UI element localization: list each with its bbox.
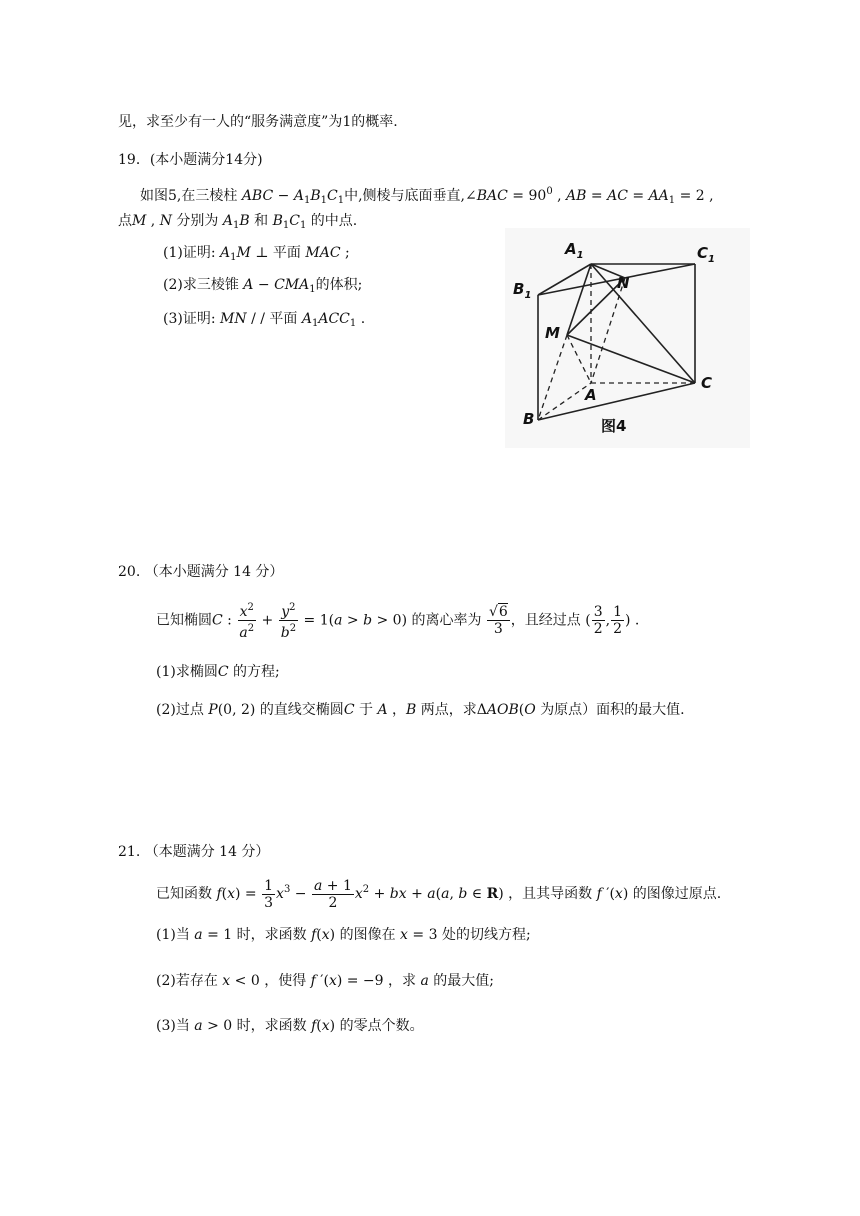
q19-intro-text: 如图5,在三棱柱	[140, 188, 238, 204]
label-C1: $C_1$	[697, 244, 715, 265]
q21-stem-text2: ，且其导函数	[508, 886, 593, 902]
q21-part1-text: (1)当	[156, 927, 190, 943]
q21-part2-text3: ，求	[388, 973, 417, 989]
q21-stem-text: 已知函数	[156, 886, 212, 902]
q21-part3: (3)当 a > 0 时，求函数 f(x) 的零点个数。	[156, 1018, 424, 1034]
q19-part1: (1)证明: $A_1M$ ⊥ 平面 MAC ;	[163, 245, 350, 263]
q21-stem-text3: 的图像过原点.	[632, 886, 722, 902]
q20-part2-text4: ，	[392, 702, 407, 718]
q19-intro-text2: 中,侧棱与底面垂直,	[344, 188, 465, 204]
q20-header	[118, 562, 283, 582]
q19-part1-text: ⊥ 平面	[255, 245, 301, 261]
q21-part2-text: (2)若存在	[156, 973, 218, 989]
previous-question-tail: 见，求至少有一人的“服务满意度”为1的概率.	[118, 114, 398, 130]
q19-part3-text: / / 平面	[251, 311, 298, 327]
label-M: M	[545, 324, 560, 342]
q21-part1: (1)当 a = 1 时，求函数 f(x) 的图像在 x = 3 处的切线方程;	[156, 927, 531, 943]
q21-part1-text4: 处的切线方程;	[441, 927, 531, 943]
q21-score: （本题满分 14 分）	[144, 844, 270, 860]
q20-part2-text2: 的直线交椭圆	[259, 702, 344, 718]
q21-part3-text2: 时，求函数	[236, 1018, 307, 1034]
label-B1: $B_1$	[513, 280, 532, 301]
label-A1: $A_1$	[565, 240, 584, 261]
q21-number: 21.	[118, 844, 141, 860]
q20-part1-text: (1)求椭圆	[156, 664, 218, 680]
q19-part3-label: (3)证明:	[163, 311, 216, 327]
q21-part3-text3: 的零点个数。	[339, 1018, 424, 1034]
q21-part1-text2: 时，求函数	[236, 927, 307, 943]
q21-stem: 已知函数 f(x) = $\frac{1}{3}$ $x^3$ − $\frac{a + 1}{2}$ $x^2$ + bx + a(a, b ∈ R) ，且其导函数 f ′(x) 的图像过原点.	[156, 877, 722, 911]
q19-intro-line2: 点M , N 分别为 $A_1B$ 和 $B_1C_1$ 的中点.	[118, 213, 358, 231]
q20-stem-text: 已知椭圆	[156, 612, 212, 629]
q19-part2: (2)求三棱锥 $A - CMA_1$的体积;	[163, 277, 363, 295]
q19-part1-label: (1)证明:	[163, 245, 216, 261]
q21-part3-text: (3)当	[156, 1018, 190, 1034]
q19-number: 19．	[118, 152, 150, 168]
q20-part1-text2: 的方程;	[233, 664, 280, 680]
q21-part1-text3: 的图像在	[339, 927, 396, 943]
q20-part2-text3: 于	[358, 702, 373, 718]
q19-header	[118, 150, 263, 170]
q21-header	[118, 842, 269, 862]
q20-part2-text: (2)过点	[156, 702, 204, 718]
q20-number: 20.	[118, 564, 141, 580]
label-N: N	[617, 274, 630, 292]
q20-part1: (1)求椭圆C 的方程;	[156, 664, 280, 680]
q19-part2-text: 的体积;	[315, 277, 363, 293]
q19-intro-text5: 和	[254, 213, 269, 229]
q19-intro-text4: 分别为	[176, 213, 219, 229]
q20-stem: 已知椭圆C : $\frac{x^2}{a^2}$ + $\frac{y^2}{b^2}$ = 1(a > b > 0) 的离心率为 $\frac{√6}{3}$ ，且经过点 ( $\frac{3}{2}$ , $\frac{1}{2}$ ) .	[156, 602, 640, 641]
q19-intro-line1: 如图5,在三棱柱 ABC − $A_1B_1C_1$中,侧棱与底面垂直,∠BAC = $90^0$ , AB = AC = $AA_1 = 2$ ,	[140, 186, 714, 206]
q19-part3: (3)证明: MN / / 平面 $A_1ACC_1$ .	[163, 311, 366, 329]
q20-part2: (2)过点 P(0, 2) 的直线交椭圆C 于 A ，B 两点，求ΔAOB(O 为原点）面积的最大值.	[156, 702, 685, 718]
q20-score: （本小题满分 14 分）	[144, 564, 284, 580]
q21-part2-text4: 的最大值;	[433, 973, 495, 989]
q19-intro-text3: 点	[118, 213, 132, 229]
prism-figure	[505, 228, 750, 448]
figure-caption: 图4	[601, 417, 627, 435]
q19-part2-label: (2)求三棱锥	[163, 277, 239, 293]
label-C: C	[701, 374, 713, 392]
q20-stem-text2: 的离心率为	[411, 612, 482, 629]
q20-part2-text6: 为原点）面积的最大值.	[540, 702, 685, 718]
q21-part2: (2)若存在 x < 0 ，使得 f ′(x) = −9 ，求 a 的最大值;	[156, 973, 495, 989]
label-B: B	[523, 410, 535, 428]
q19-score: (本小题满分14分)	[149, 152, 263, 168]
label-A: A	[585, 386, 597, 404]
q19-intro-text6: 的中点.	[310, 213, 358, 229]
q20-stem-text3: ，且经过点	[510, 612, 581, 629]
q20-part2-text5: 两点，求	[420, 702, 477, 718]
q21-part2-text2: ，使得	[264, 973, 307, 989]
